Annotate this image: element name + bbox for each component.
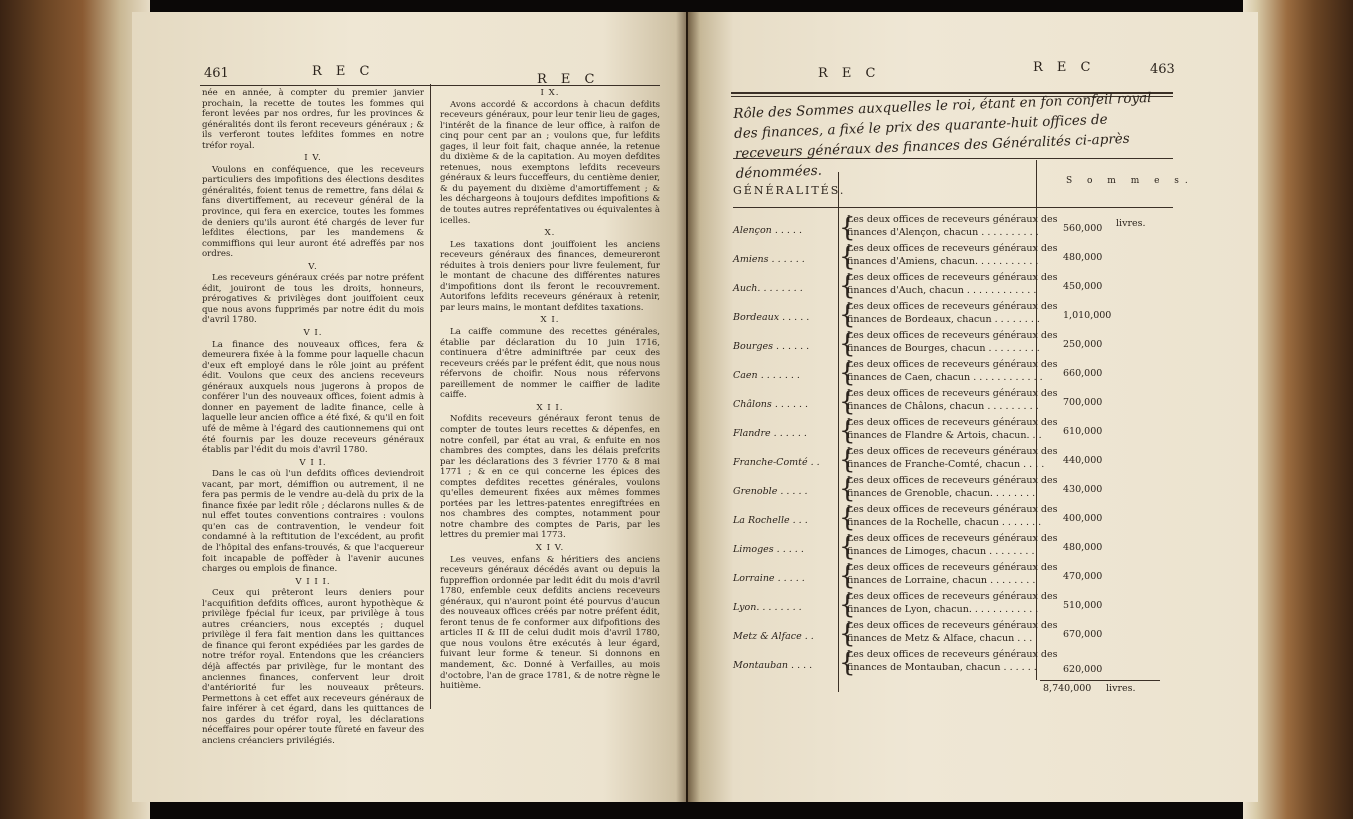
row-description-line1: Les deux offices de receveurs généraux des (847, 388, 1058, 399)
table-row (733, 301, 1173, 331)
section-heading: V I. (303, 328, 323, 339)
table-row (733, 243, 1173, 273)
paragraph: Avons accordé & accordons à chacun defdits receveurs généraux, pour leur tenir lieu de gages, l'intérêt de la finance de leur office, à raifon de cinq pour cent par an ; voulons que, fur lefdits gages, il leur foit fait, chaque année, la retenue du dixième & de la capitation. Au moyen defdites retenues, nous exemptons lefdits receveurs généraux & leurs fucceffeurs, du centième denier, & du payement du dixième d'amortiffement ; & les déchargeons à toujours defdites impofitions & de toutes autres repréfentatives ou équivalentes à icelles. (440, 99, 660, 226)
row-description-line2: finances d'Alençon, chacun . . . . . . . . . . (847, 227, 1039, 238)
header-sommes: S o m m e s. (1066, 176, 1194, 186)
book-gutter (676, 12, 700, 802)
row-description-line1: Les deux offices de receveurs généraux des (847, 243, 1058, 254)
paragraph: Les taxations dont jouiffoient les anciens receveurs généraux des finances, demeureront réduites à trois deniers pour livre feulement, fur le montant de chacune des différentes natures d'impofitions dont ils feront le recouvrement. Autorifons lefdits receveurs généraux à retenir, par leurs mains, le montant defdites taxations. (440, 239, 660, 313)
section-heading: X I I. (536, 402, 564, 413)
row-amount: 1,010,000 (1063, 310, 1112, 321)
right-running-head-right: R E C (1033, 60, 1096, 75)
brace-icon: { (839, 503, 856, 533)
section-heading: V. (308, 261, 318, 272)
row-description-line2: finances de Lyon, chacun. . . . . . . . . . . . (847, 604, 1039, 615)
row-description-line2: finances de Franche-Comté, chacun . . . . (847, 459, 1045, 470)
section-heading: I X. (540, 88, 560, 98)
brace-icon: { (839, 242, 856, 272)
generalite-name: Caen . . . . . . . (733, 370, 800, 381)
paragraph: La finance des nouveaux offices, fera & demeurera fixée à la fomme pour laquelle chacun d'eux eft employé dans le rôle joint au préfent édit. Voulons que ceux des anciens receveurs généraux auxquels nous jugerons à propos de conférer l'un des nouveaux offices, foient admis à donner en payement de ladite finance, celle à laquelle leur ancien office a été fixé, & qu'il en foit ufé de même à l'égard des cautionnemens qui ont été fournis par les douze receveurs généraux établis par l'édit du mois d'avril 1780. (202, 339, 424, 456)
row-description-line2: finances de Bourges, chacun . . . . . . . . . (847, 343, 1040, 354)
generalite-name: Bordeaux . . . . . (733, 312, 810, 323)
row-amount: 470,000 (1063, 571, 1103, 582)
table-row (733, 591, 1173, 621)
row-description-line1: Les deux offices de receveurs généraux des (847, 359, 1058, 370)
row-description-line2: finances de la Rochelle, chacun . . . . . . . (847, 517, 1042, 528)
section-heading: V I I I. (295, 576, 331, 587)
brace-icon: { (839, 648, 856, 678)
header-generalites: GÉNÉRALITÉS. (733, 184, 846, 197)
paragraph: Les veuves, enfans & héritiers des anciens receveurs généraux décédés avant ou depuis la fuppreffion ordonnée par ledit édit du mois d'avril 1780, enfemble ceux defdits anciens receveurs généraux, qui n'auront point été pourvus d'aucun des nouveaux offices créés par notre préfent édit, feront tenus de fe conformer aux difpofitions des articles II & III de celui dudit mois d'avril 1780, que nous voulons être exécutés à leur égard, fuivant leur forme & teneur. Si donnons en mandement, &c. Donné à Verfailles, au mois d'octobre, l'an de grace 1781, & de notre règne le huitième. (440, 554, 660, 692)
row-description-line2: finances de Lorraine, chacun . . . . . . . . (847, 575, 1036, 586)
paragraph: Les receveurs généraux créés par notre préfent édit, jouiront de tous les droits, honneurs, prérogatives & privilèges dont jouiffoient ceux que nous avons fupprimés par notre édit du mois d'avril 1780. (202, 273, 424, 326)
row-amount: 560,000 (1063, 223, 1103, 234)
row-description-line2: finances de Bordeaux, chacun . . . . . . . . (847, 314, 1040, 325)
generalite-name: Amiens . . . . . . (733, 254, 805, 265)
row-amount: 700,000 (1063, 397, 1103, 408)
generalite-name: Auch. . . . . . . . (733, 283, 803, 294)
row-amount: 610,000 (1063, 426, 1103, 437)
row-description-line2: finances de Flandre & Artois, chacun. . . (847, 430, 1042, 441)
section-heading: V I I. (299, 457, 327, 468)
table-row (733, 214, 1173, 244)
row-description-line1: Les deux offices de receveurs généraux des (847, 649, 1058, 660)
row-description-line2: finances de Metz & Alface, chacun . . . (847, 633, 1033, 644)
right-page-number: 463 (1150, 62, 1175, 77)
row-description-line1: Les deux offices de receveurs généraux des (847, 533, 1058, 544)
row-description-line1: Les deux offices de receveurs généraux des (847, 330, 1058, 341)
generalite-name: Franche-Comté . . (733, 457, 820, 468)
row-description-line1: Les deux offices de receveurs généraux des (847, 562, 1058, 573)
generalite-name: Grenoble . . . . . (733, 486, 808, 497)
table-row (733, 620, 1173, 650)
left-column-2 (440, 86, 660, 692)
paragraph: Ceux qui prêteront leurs deniers pour l'acquifition defdits offices, auront hypothèque & privilège fpécial fur iceux, par privilège à tous autres créanciers, nous exceptés ; duquel privilège il fera fait mention dans les quittances de finance qui feront expédiées par les gardes de notre tréfor royal. Entendons que les créanciers déjà affectés par privilège, fur le montant des anciennes finances, confervent leur droit d'antériorité fur les nouveaux prêteurs. Permettons à cet effet aux receveurs généraux de faire inférer à cet égard, dans les quittances de nos gardes du tréfor royal, les déclarations néceffaires pour opérer toute fûreté en faveur des anciens créanciers privilégiés. (202, 588, 424, 746)
row-description-line1: Les deux offices de receveurs généraux des (847, 475, 1058, 486)
brace-icon: { (839, 387, 856, 417)
table-row (733, 475, 1173, 505)
table-row (733, 649, 1173, 679)
table-row (733, 562, 1173, 592)
table-row (733, 272, 1173, 302)
row-unit: livres. (1116, 218, 1146, 229)
brace-icon: { (839, 271, 856, 301)
row-description-line2: finances d'Auch, chacun . . . . . . . . . . . . (847, 285, 1037, 296)
row-description-line1: Les deux offices de receveurs généraux des (847, 272, 1058, 283)
left-running-head: R E C (312, 64, 375, 79)
generalite-name: Bourges . . . . . . (733, 341, 810, 352)
generalite-name: Alençon . . . . . (733, 225, 802, 236)
table-row (733, 446, 1173, 476)
row-description-line1: Les deux offices de receveurs généraux des (847, 504, 1058, 515)
row-description-line1: Les deux offices de receveurs généraux des (847, 301, 1058, 312)
row-description-line2: finances de Montauban, chacun . . . . . . (847, 662, 1037, 673)
right-running-head-left: R E C (818, 66, 881, 81)
paragraph: Voulons en conféquence, que les receveurs particuliers des impofitions des élections desdites généralités, foient tenus de remettre, fans délai & fans divertiffement, au receveur général de la province, qui fera en exercice, toutes les fommes de deniers qu'ils auront été chargés de lever fur lefdites élections, par les mandemens & commiffions qui leur auront été adreffés par nos ordres. (202, 164, 424, 260)
brace-icon: { (839, 474, 856, 504)
brace-icon: { (839, 358, 856, 388)
brace-icon: { (839, 561, 856, 591)
table-header-rule (733, 207, 1173, 208)
row-description-line2: finances de Caen, chacun . . . . . . . . . . . . (847, 372, 1043, 383)
total-rule (1040, 680, 1160, 681)
left-col2-running-head: R E C (537, 72, 600, 87)
brace-icon: { (839, 300, 856, 330)
row-description-line1: Les deux offices de receveurs généraux des (847, 620, 1058, 631)
generalite-name: Metz & Alface . . (733, 631, 814, 642)
row-amount: 510,000 (1063, 600, 1103, 611)
generalite-name: Limoges . . . . . (733, 544, 804, 555)
section-heading: X. (544, 228, 556, 239)
section-heading: X I V. (535, 542, 565, 553)
table-row (733, 330, 1173, 360)
brace-icon: { (839, 329, 856, 359)
row-description-line2: finances de Grenoble, chacun. . . . . . . . (847, 488, 1036, 499)
row-amount: 480,000 (1063, 252, 1103, 263)
intro-paragraph: née en année, à compter du premier janvier prochain, la recette de toutes les fommes qui feront levées par nos ordres, fur les provinces & généralités dont ils feront receveurs généraux ; & ils verferont toutes lefdites fommes en notre tréfor royal. (202, 88, 424, 151)
total-amount: 8,740,000 (1043, 683, 1092, 694)
left-book-edge (0, 0, 150, 819)
left-column-divider (430, 84, 431, 709)
row-description-line2: finances de Limoges, chacun . . . . . . . . (847, 546, 1035, 557)
row-description-line1: Les deux offices de receveurs généraux des (847, 446, 1058, 457)
table-row (733, 388, 1173, 418)
row-amount: 450,000 (1063, 281, 1103, 292)
table-title: Rôle des Sommes auxquelles le roi, étant en fon confeil royal des finances, a fixé le prix des quarante-huit offices de receveurs généraux des finances des Généralités ci-après dénommées. (733, 89, 1152, 182)
table-row (733, 504, 1173, 534)
brace-icon: { (839, 590, 856, 620)
row-amount: 430,000 (1063, 484, 1103, 495)
row-description-line1: Les deux offices de receveurs généraux des (847, 591, 1058, 602)
row-description-line1: Les deux offices de receveurs généraux des (847, 214, 1058, 225)
section-heading: I V. (304, 153, 322, 164)
table-row (733, 533, 1173, 563)
brace-icon: { (839, 445, 856, 475)
generalite-name: La Rochelle . . . (733, 515, 808, 526)
row-amount: 400,000 (1063, 513, 1103, 524)
paragraph: Nofdits receveurs généraux feront tenus de compter de toutes leurs recettes & dépenfes, en notre confeil, par état au vrai, & enfuite en nos chambres des comptes, dans les délais prefcrits par les déclarations des 3 février 1770 & 8 mai 1771 ; & en ce qui concerne les épices des comptes defdites recettes générales, voulons qu'elles demeurent fixées aux mêmes fommes portées par les lettres-patentes enregiftrées en nos chambres des comptes, notamment pour notre chambre des comptes de Paris, par les lettres du premier mai 1773. (440, 414, 660, 541)
generalite-name: Lorraine . . . . . (733, 573, 805, 584)
generalite-name: Flandre . . . . . . (733, 428, 807, 439)
generalite-name: Lyon. . . . . . . . (733, 602, 802, 613)
row-description-line2: finances de Châlons, chacun . . . . . . . . . (847, 401, 1039, 412)
brace-icon: { (839, 416, 856, 446)
row-amount: 670,000 (1063, 629, 1103, 640)
brace-icon: { (839, 213, 856, 243)
left-column-1 (202, 88, 424, 746)
paragraph: La caiffe commune des recettes générales, établie par déclaration du 10 juin 1716, continuera d'être adminiftrée par ceux des receveurs créés par le préfent édit, que nous nous réfervons de choifir. Nous nous réfervons pareillement de nommer le caiffier de ladite caiffe. (440, 327, 660, 401)
table-top-rule (733, 158, 1173, 159)
left-page-number: 461 (204, 66, 229, 81)
row-amount: 440,000 (1063, 455, 1103, 466)
row-amount: 250,000 (1063, 339, 1103, 350)
paragraph: Dans le cas où l'un defdits offices deviendroit vacant, par mort, démiffion ou autrement, il ne fera pas permis de le vendre au-delà du prix de la finance fixée par ledit rôle ; déclarons nulles & de nul effet toutes conventions contraires : voulons qu'en cas de contravention, le vendeur foit condamné à la reftitution de l'excédent, au profit de l'hôpital des enfans-trouvés, & que l'acquereur foit incapable de poffèder à l'avenir aucunes charges ou emplois de finance. (202, 469, 424, 575)
section-heading: X I. (540, 315, 560, 326)
brace-icon: { (839, 619, 856, 649)
row-amount: 480,000 (1063, 542, 1103, 553)
row-amount: 660,000 (1063, 368, 1103, 379)
table-row (733, 417, 1173, 447)
row-amount: 620,000 (1063, 664, 1103, 675)
right-book-edge (1243, 0, 1353, 819)
total-unit: livres. (1106, 683, 1136, 694)
row-description-line1: Les deux offices de receveurs généraux des (847, 417, 1058, 428)
generalite-name: Châlons . . . . . . (733, 399, 809, 410)
table-row (733, 359, 1173, 389)
row-description-line2: finances d'Amiens, chacun. . . . . . . . . . . (847, 256, 1039, 267)
brace-icon: { (839, 532, 856, 562)
generalite-name: Montauban . . . . (733, 660, 813, 671)
